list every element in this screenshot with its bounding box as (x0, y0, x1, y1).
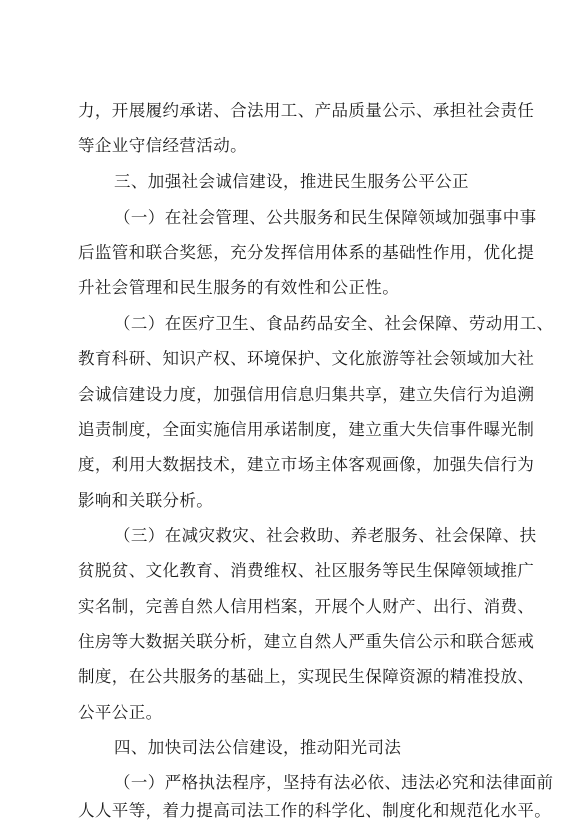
text-line: 制度，在公共服务的基础上，实现民生保障资源的精准投放、 (78, 667, 535, 686)
text-line: 后监管和联合奖惩，充分发挥信用体系的基础性作用，优化提 (78, 243, 535, 262)
text-line: 会诚信建设力度，加强信用信息归集共享，建立失信行为追溯 (78, 385, 535, 404)
text-line: 力，开展履约承诺、合法用工、产品质量公示、承担社会责任 (78, 101, 535, 120)
text-line: （三）在减灾救灾、社会救助、养老服务、社会保障、扶 (114, 526, 537, 545)
text-line: 人人平等，着力提高司法工作的科学化、制度化和规范化水平。 (78, 801, 552, 820)
text-line: 等企业守信经营活动。 (78, 136, 247, 155)
section-heading-4: 四、加快司法公信建设，推动阳光司法 (114, 738, 402, 757)
text-line: 追责制度，全面实施信用承诺制度，建立重大失信事件曝光制 (78, 420, 535, 439)
text-line: 住房等大数据关联分析，建立自然人严重失信公示和联合惩戒 (78, 632, 535, 651)
text-line: 贫脱贫、文化教育、消费维权、社区服务等民生保障领域推广 (78, 561, 535, 580)
text-line: 影响和关联分析。 (78, 491, 214, 510)
text-line: （一）在社会管理、公共服务和民生保障领域加强事中事 (114, 208, 537, 227)
text-line: 实名制，完善自然人信用档案，开展个人财产、出行、消费、 (78, 597, 535, 616)
text-line: 教育科研、知识产权、环境保护、文化旅游等社会领域加大社 (78, 349, 535, 368)
text-line: 升社会管理和民生服务的有效性和公正性。 (78, 278, 400, 297)
text-line: （一）严格执法程序，坚持有法必依、违法必究和法律面前 (114, 773, 554, 792)
text-line: （二）在医疗卫生、食品药品安全、社会保障、劳动用工、 (114, 314, 554, 333)
text-line: 度，利用大数据技术，建立市场主体客观画像，加强失信行为 (78, 455, 535, 474)
section-heading-3: 三、加强社会诚信建设，推进民生服务公平公正 (114, 172, 469, 191)
text-line: 公平公正。 (78, 703, 163, 722)
